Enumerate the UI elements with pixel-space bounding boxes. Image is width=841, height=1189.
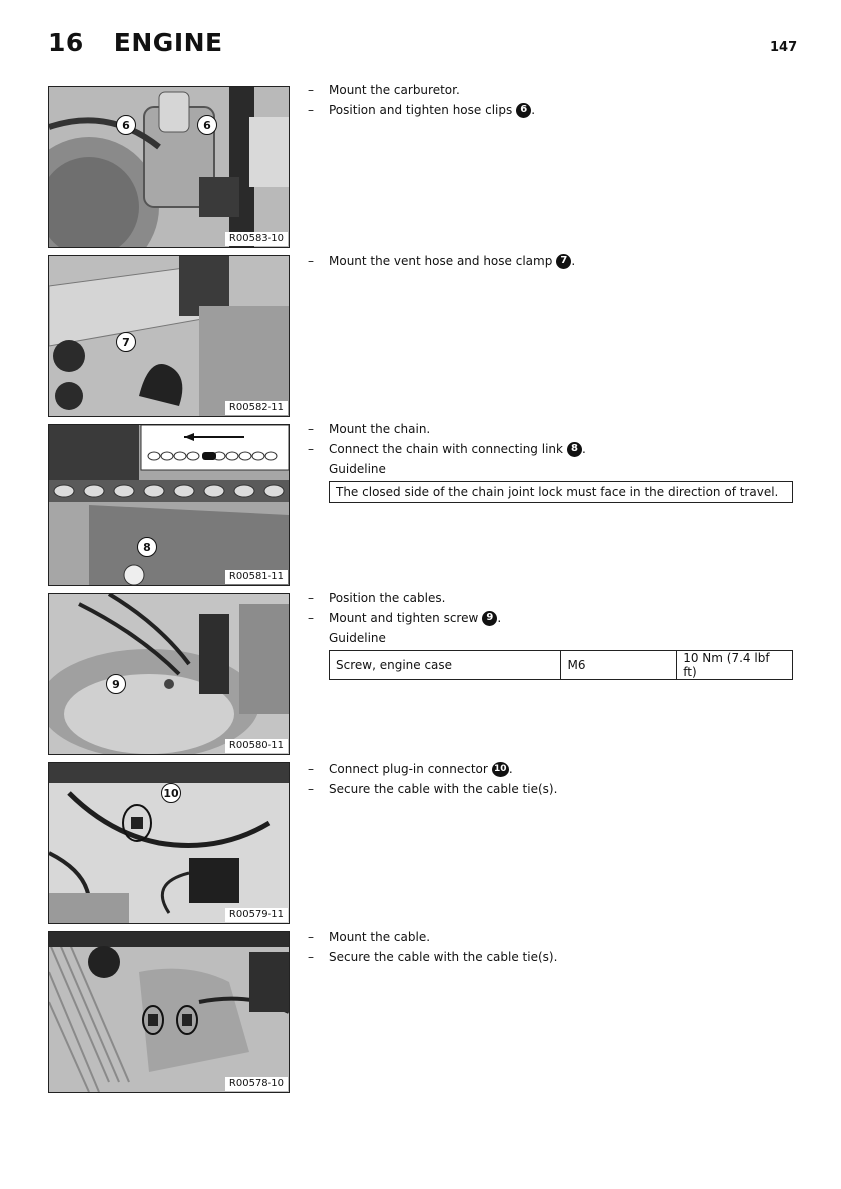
- chapter-number: 16: [48, 28, 84, 57]
- step-text-tail: .: [508, 762, 513, 776]
- callout-6-left: 6: [116, 115, 136, 135]
- dash: –: [308, 83, 314, 97]
- step-line: [308, 251, 798, 271]
- spec-thread: M6: [561, 651, 677, 680]
- step-vent-hose: [308, 251, 798, 271]
- step-line: [308, 588, 798, 608]
- reference-marker: 7: [556, 254, 571, 269]
- step-text: Mount the carburetor.: [329, 83, 460, 97]
- chain-photo: [49, 425, 289, 585]
- callout-6-right: 6: [197, 115, 217, 135]
- dash: –: [308, 611, 314, 625]
- dash: –: [308, 591, 314, 605]
- step-line: [308, 80, 798, 100]
- step-line: [308, 779, 798, 799]
- step-text: Secure the cable with the cable tie(s).: [329, 782, 558, 796]
- guideline-label: Guideline: [329, 462, 386, 476]
- step-text-tail: .: [571, 254, 576, 268]
- guideline-table-chain: [329, 481, 793, 503]
- figure-engine-case-screw: [48, 593, 290, 755]
- step-cables-screw: [308, 588, 798, 648]
- step-text: Connect the chain with connecting link: [329, 442, 563, 456]
- step-cable: [308, 927, 798, 967]
- page-number: 147: [770, 40, 798, 55]
- callout-8: 8: [137, 537, 157, 557]
- step-line: [308, 759, 798, 779]
- chapter-title: ENGINE: [113, 28, 223, 57]
- reference-marker: 8: [567, 442, 582, 457]
- callout-10: 10: [161, 783, 181, 803]
- figure-code: R00582-11: [225, 401, 288, 415]
- figure-code: R00579-11: [225, 908, 288, 922]
- cable-routing-photo: [49, 932, 289, 1092]
- callout-7: 7: [116, 332, 136, 352]
- step-line: [308, 608, 798, 628]
- step-line: [308, 100, 798, 120]
- reference-marker: 9: [482, 611, 497, 626]
- step-chain: [308, 419, 798, 479]
- torque-spec-table: [329, 650, 793, 680]
- step-plug-connector: [308, 759, 798, 799]
- step-text: Mount the vent hose and hose clamp: [329, 254, 553, 268]
- figure-chain: [48, 424, 290, 586]
- figure-code: R00578-10: [225, 1077, 288, 1091]
- dash: –: [308, 422, 314, 436]
- figure-cable-routing: [48, 931, 290, 1093]
- dash: –: [308, 103, 314, 117]
- figure-code: R00581-11: [225, 570, 288, 584]
- dash: –: [308, 930, 314, 944]
- dash: –: [308, 254, 314, 268]
- spec-item: Screw, engine case: [330, 651, 561, 680]
- spec-torque: 10 Nm (7.4 lbf ft): [677, 651, 793, 680]
- step-text: Mount and tighten screw: [329, 611, 479, 625]
- figure-plug-connector: [48, 762, 290, 924]
- step-line: [308, 947, 798, 967]
- table-row: [330, 651, 793, 680]
- step-text-tail: .: [497, 611, 502, 625]
- vent-hose-photo: [49, 256, 289, 416]
- table-row: [330, 482, 793, 503]
- engine-case-photo: [49, 594, 289, 754]
- guideline-label: Guideline: [329, 631, 386, 645]
- figure-code: R00580-11: [225, 739, 288, 753]
- step-text: Position and tighten hose clips: [329, 103, 513, 117]
- reference-marker: 6: [516, 103, 531, 118]
- chapter-heading: [48, 28, 223, 57]
- callout-9: 9: [106, 674, 126, 694]
- dash: –: [308, 782, 314, 796]
- step-text: Mount the chain.: [329, 422, 431, 436]
- step-text: Secure the cable with the cable tie(s).: [329, 950, 558, 964]
- guideline-text: The closed side of the chain joint lock must face in the direction of travel.: [330, 482, 793, 503]
- figure-code: R00583-10: [225, 232, 288, 246]
- step-text-tail: .: [531, 103, 536, 117]
- step-text: Position the cables.: [329, 591, 446, 605]
- step-text: Connect plug-in connector: [329, 762, 488, 776]
- step-text: Mount the cable.: [329, 930, 431, 944]
- dash: –: [308, 442, 314, 456]
- dash: –: [308, 950, 314, 964]
- step-line: [308, 927, 798, 947]
- step-line: [308, 439, 798, 459]
- carburetor-photo: [49, 87, 289, 247]
- step-text-tail: .: [581, 442, 586, 456]
- figure-vent-hose: [48, 255, 290, 417]
- reference-marker: 10: [492, 762, 509, 777]
- figure-carburetor: [48, 86, 290, 248]
- step-carburetor: [308, 80, 798, 120]
- step-line: [308, 419, 798, 439]
- dash: –: [308, 762, 314, 776]
